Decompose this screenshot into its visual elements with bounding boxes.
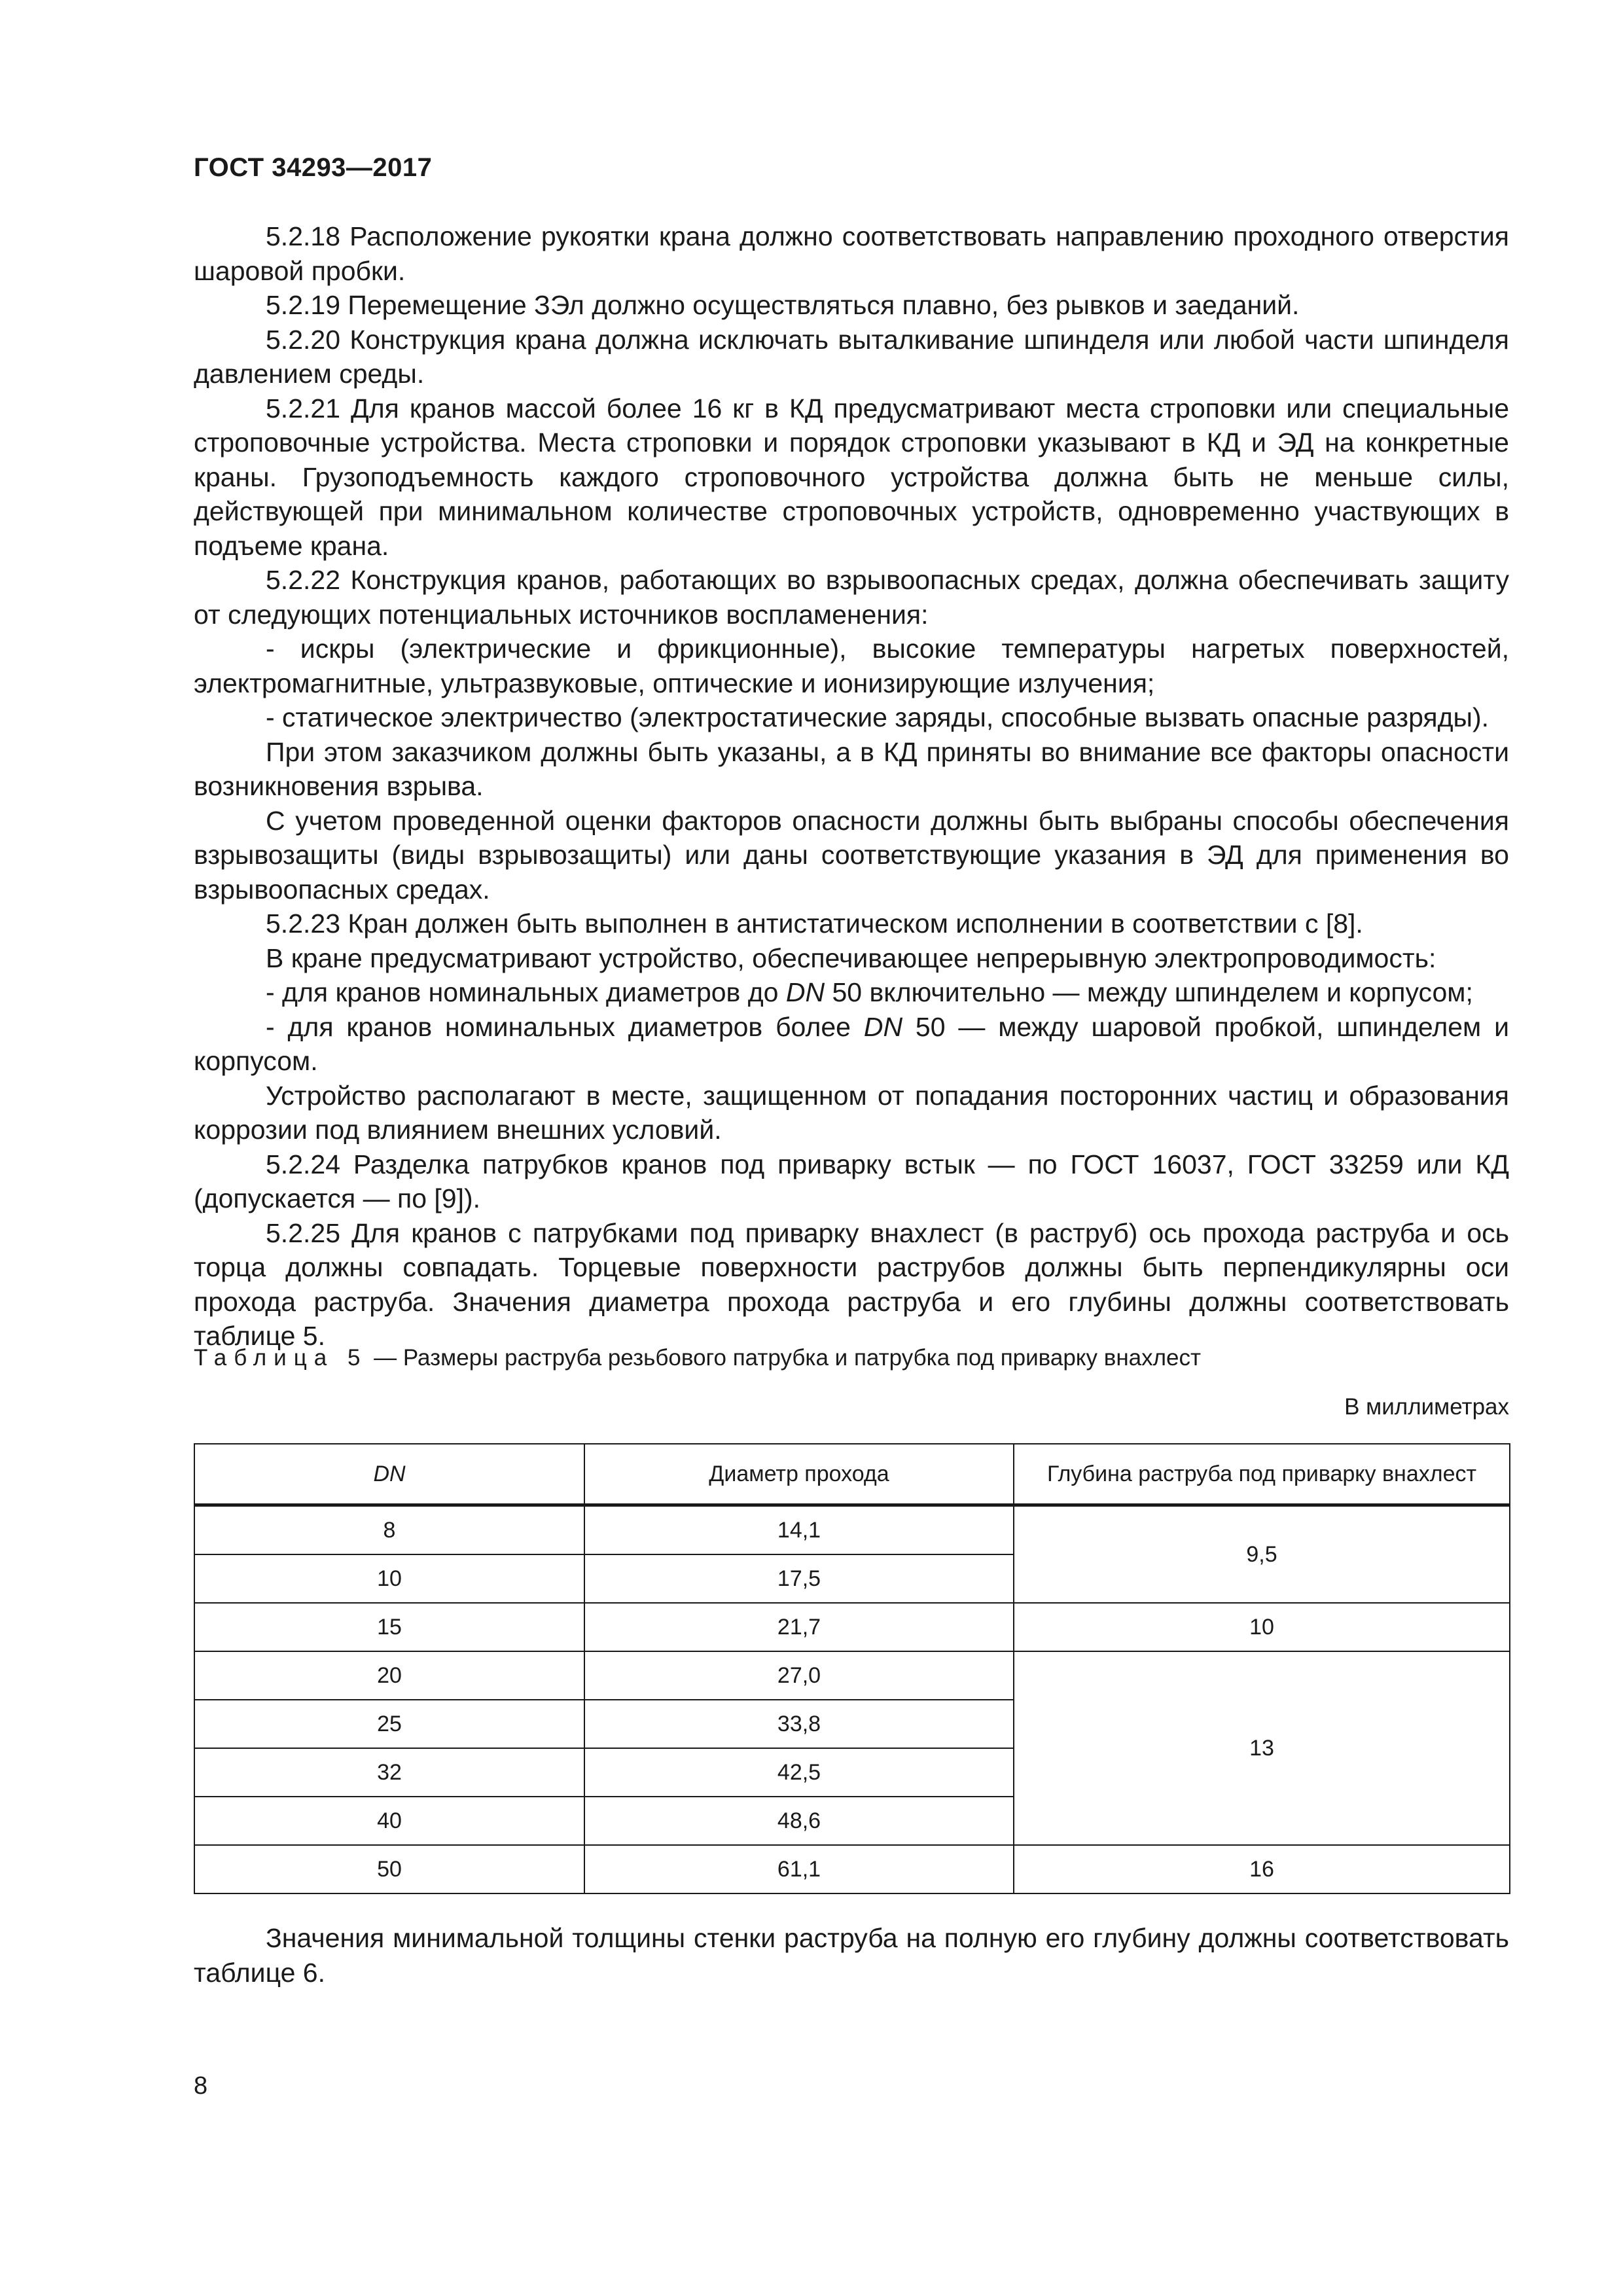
paragraph-device-location: Устройство располагают в месте, защищенном от попадания посторонних частиц и образования коррозии под влиянием внешних условий. bbox=[194, 1080, 1509, 1145]
cell-depth: 13 bbox=[1014, 1651, 1510, 1845]
cell-dn: 25 bbox=[194, 1700, 584, 1748]
socket-dimensions-table bbox=[194, 1443, 1510, 1894]
table-caption bbox=[194, 1342, 1201, 1374]
cell-bore: 48,6 bbox=[584, 1797, 1014, 1845]
cell-dn: 40 bbox=[194, 1797, 584, 1845]
table-header-row bbox=[194, 1444, 1510, 1505]
table-row bbox=[194, 1603, 1510, 1651]
cell-dn: 8 bbox=[194, 1505, 584, 1555]
cell-depth: 10 bbox=[1014, 1603, 1510, 1651]
table-caption-title: Размеры раструба резьбового патрубка и патрубка под приварку внахлест bbox=[402, 1345, 1202, 1371]
cell-dn: 15 bbox=[194, 1603, 584, 1651]
table-row bbox=[194, 1845, 1510, 1893]
paragraph-table-6-reference: Значения минимальной толщины стенки раструба на полную его глубину должны соответствовать таблице 6. bbox=[194, 1923, 1509, 1988]
header-socket-depth: Глубина раструба под приварку внахлест bbox=[1014, 1444, 1510, 1505]
table-unit-label: В миллиметрах bbox=[1344, 1394, 1509, 1420]
paragraph-5-2-22: 5.2.22 Конструкция кранов, работающих во взрывоопасных средах, должна обеспечивать защиту от следующих потенциальных источников воспламенения: bbox=[194, 565, 1509, 630]
paragraph-5-2-23: 5.2.23 Кран должен быть выполнен в антистатическом исполнении в соответствии с [8]. bbox=[266, 908, 1363, 939]
cell-bore: 33,8 bbox=[584, 1700, 1014, 1748]
list-item-sparks: - искры (электрические и фрикционные), высокие температуры нагретых поверхностей, электромагнитные, ультразвуковые, оптические и ионизирующие излучения; bbox=[194, 634, 1509, 698]
paragraph-conductivity-device: В кране предусматривают устройство, обеспечивающее непрерывную электропроводимость: bbox=[266, 942, 1436, 973]
list-item-static-electricity: - статическое электричество (электростатические заряды, способные вызвать опасные разряды). bbox=[266, 702, 1489, 732]
paragraph-5-2-21: 5.2.21 Для кранов массой более 16 кг в КД предусматривают места строповки или специальные строповочные устройства. Места строповки и порядок строповки указывают в КД и ЭД на конкретные краны. Грузоподъемность каждого строповочного устройства должна быть не меньше силы, действующей при минимальном количестве строповочных устройств, одновременно участвующих в подъеме крана. bbox=[194, 393, 1509, 561]
cell-bore: 27,0 bbox=[584, 1651, 1014, 1700]
paragraph-5-2-20: 5.2.20 Конструкция крана должна исключать выталкивание шпинделя или любой части шпинделя давлением среды. bbox=[194, 324, 1509, 389]
document-body bbox=[194, 219, 1509, 1354]
cell-bore: 61,1 bbox=[584, 1845, 1014, 1893]
paragraph-5-2-25: 5.2.25 Для кранов с патрубками под приварку внахлест (в раструб) ось прохода раструба и ось торца должны совпадать. Торцевые поверхности раструбов должны быть перпендикулярны оси прохода раструба. Значения диаметра прохода раструба и его глубины должны соответствовать таблице 5. bbox=[194, 1217, 1509, 1351]
header-bore-diameter: Диаметр прохода bbox=[584, 1444, 1014, 1505]
cell-bore: 42,5 bbox=[584, 1748, 1014, 1797]
table-row bbox=[194, 1505, 1510, 1555]
table-caption-label: Таблица 5 bbox=[194, 1345, 368, 1371]
cell-dn: 20 bbox=[194, 1651, 584, 1700]
paragraph-5-2-19: 5.2.19 Перемещение ЗЭл должно осуществляться плавно, без рывков и заеданий. bbox=[266, 290, 1300, 320]
header-dn: DN bbox=[194, 1444, 584, 1505]
cell-dn: 32 bbox=[194, 1748, 584, 1797]
cell-depth: 9,5 bbox=[1014, 1505, 1510, 1604]
document-header: ГОСТ 34293—2017 bbox=[194, 153, 433, 182]
paragraph-explosion-factors: При этом заказчиком должны быть указаны, а в КД приняты во внимание все факторы опасности возникновения взрыва. bbox=[194, 736, 1509, 801]
paragraph-explosion-protection: С учетом проведенной оценки факторов опасности должны быть выбраны способы обеспечения взрывозащиты (виды взрывозащиты) или даны соответствующие указания в ЭД для применения во взрывоопасных средах. bbox=[194, 805, 1509, 905]
list-item-dn-up-to-50: - для кранов номинальных диаметров до DN 50 включительно — между шпинделем и корпусом; bbox=[266, 977, 1473, 1007]
cell-depth: 16 bbox=[1014, 1845, 1510, 1893]
cell-bore: 14,1 bbox=[584, 1505, 1014, 1555]
cell-dn: 50 bbox=[194, 1845, 584, 1893]
paragraph-after-table bbox=[194, 1921, 1509, 1990]
cell-dn: 10 bbox=[194, 1554, 584, 1603]
paragraph-5-2-24: 5.2.24 Разделка патрубков кранов под приварку встык — по ГОСТ 16037, ГОСТ 33259 или КД (допускается — по [9]). bbox=[194, 1149, 1509, 1213]
table-row bbox=[194, 1651, 1510, 1700]
cell-bore: 21,7 bbox=[584, 1603, 1014, 1651]
cell-bore: 17,5 bbox=[584, 1554, 1014, 1603]
paragraph-5-2-18: 5.2.18 Расположение рукоятки крана должно соответствовать направлению проходного отверстия шаровой пробки. bbox=[194, 221, 1509, 286]
list-item-dn-over-50: - для кранов номинальных диаметров более DN 50 — между шаровой пробкой, шпинделем и корпусом. bbox=[194, 1011, 1509, 1076]
page-number: 8 bbox=[194, 2072, 208, 2100]
table-caption-dash: — bbox=[367, 1345, 403, 1371]
